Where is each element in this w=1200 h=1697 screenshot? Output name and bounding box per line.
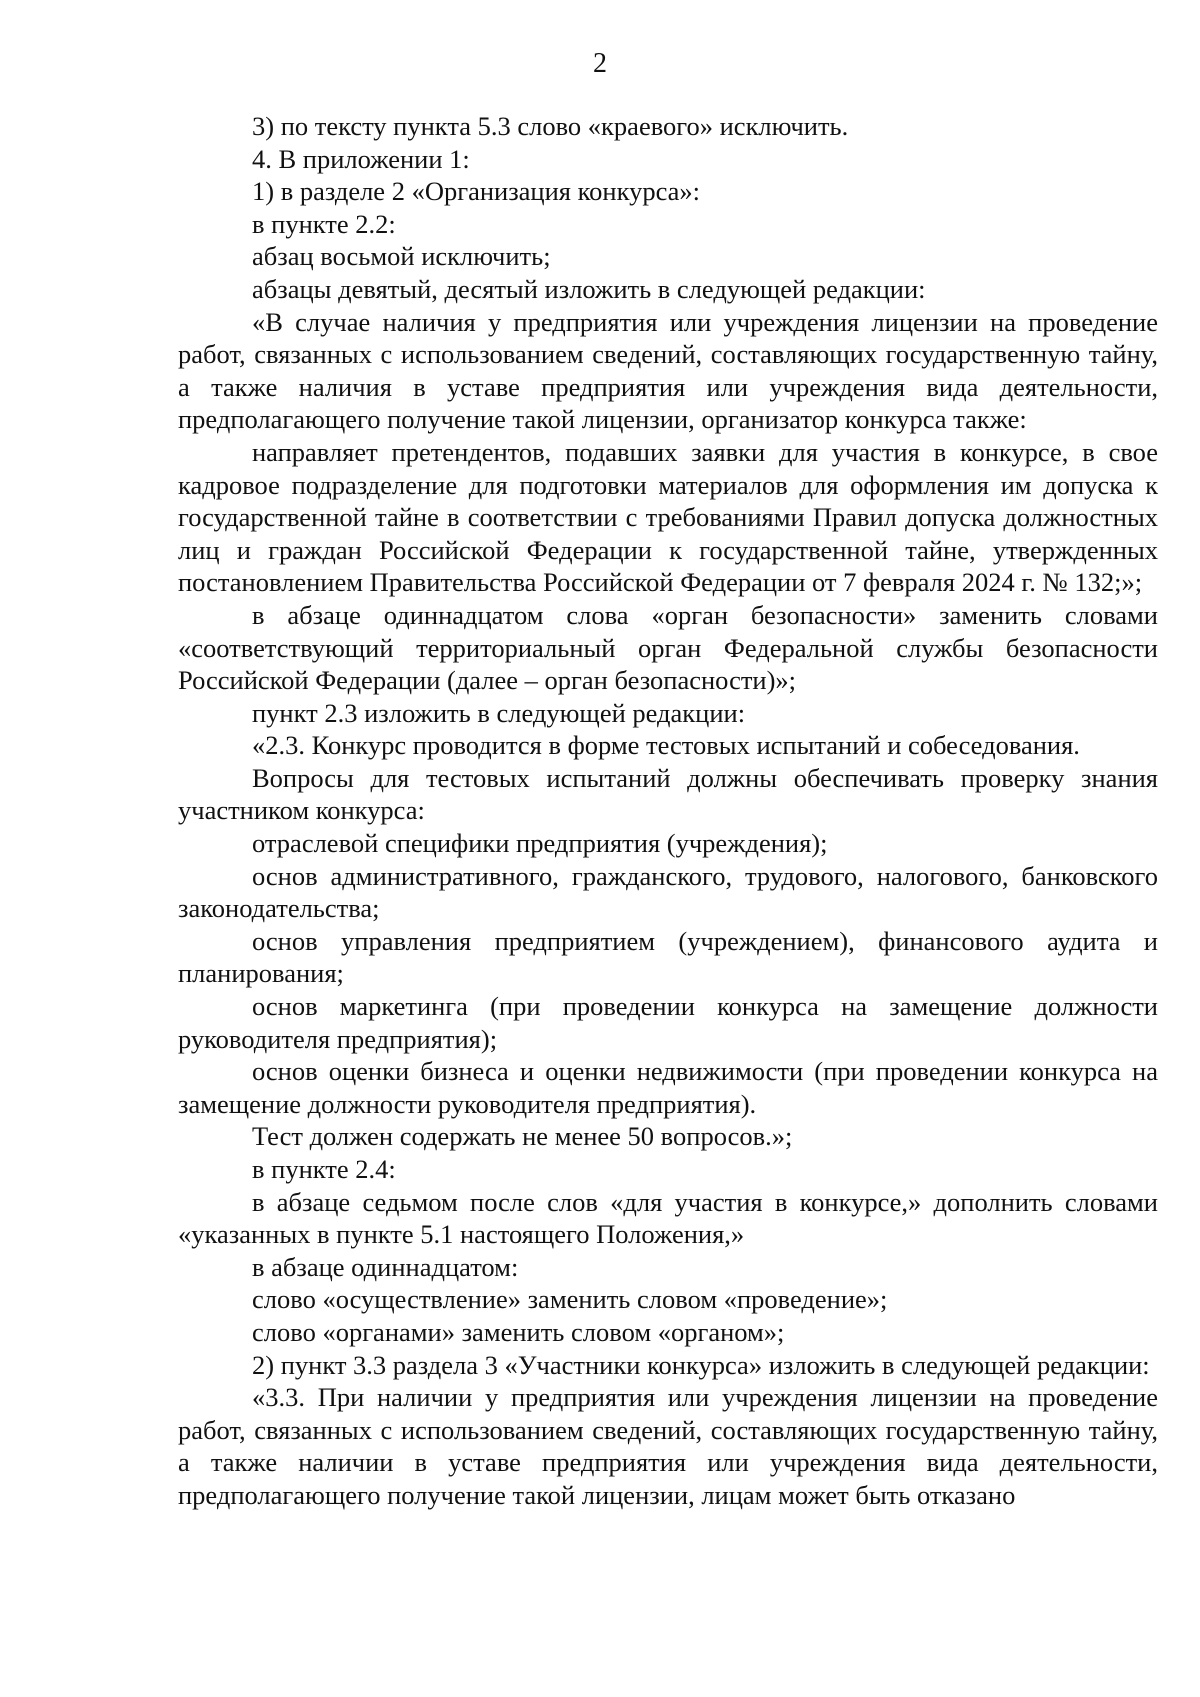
paragraph: в абзаце одиннадцатом слова «орган безопасности» заменить словами «соответствующий территориальный орган Федеральной службы безопасности Российской Федерации (далее – орган безопасности)»; (178, 599, 1158, 696)
document-body (178, 110, 1158, 1512)
paragraph: основ маркетинга (при проведении конкурса на замещение должности руководителя предприятия); (178, 991, 1158, 1054)
paragraph: в абзаце одиннадцатом: (252, 1251, 519, 1282)
paragraph: направляет претендентов, подавших заявки для участия в конкурсе, в свое кадровое подразделение для подготовки материалов для оформления им допуска к государственной тайне в соответствии с требованиями Правил допуска должностных лиц и граждан Российской Федерации к государственной тайне, утвержденных постановлением Правительства Российской Федерации от 7 февраля 2024 г. № 132;»; (178, 436, 1158, 598)
paragraph: «В случае наличия у предприятия или учреждения лицензии на проведение работ, связанных с использованием сведений, составляющих государственную тайну, а также наличия в уставе предприятия или учреждения вида деятельности, предполагающего получение такой лицензии, организатор конкурса также: (178, 306, 1158, 435)
paragraph: основ управления предприятием (учреждением), финансового аудита и планирования; (178, 925, 1158, 989)
paragraph: «3.3. При наличии у предприятия или учреждения лицензии на проведение работ, связанных с использованием сведений, составляющих государственную тайну, а также наличии в уставе предприятия или учреждения вида деятельности, предполагающего получение такой лицензии, лицам может быть отказано (178, 1382, 1158, 1510)
paragraph: «2.3. Конкурс проводится в форме тестовых испытаний и собеседования. (252, 730, 1080, 761)
paragraph: 1) в разделе 2 «Организация конкурса»: (252, 176, 701, 207)
paragraph: слово «осуществление» заменить словом «проведение»; (252, 1284, 888, 1315)
paragraph: пункт 2.3 изложить в следующей редакции: (252, 697, 746, 728)
page-number: 2 (593, 48, 607, 79)
paragraph: в пункте 2.4: (252, 1154, 396, 1184)
paragraph: 4. В приложении 1: (252, 143, 470, 174)
paragraph: 3) по тексту пункта 5.3 слово «краевого» исключить. (252, 111, 849, 141)
paragraph: основ оценки бизнеса и оценки недвижимости (при проведении конкурса на замещение должности руководителя предприятия). (178, 1056, 1158, 1119)
paragraph: 2) пункт 3.3 раздела 3 «Участники конкурса» изложить в следующей редакции: (252, 1349, 1150, 1380)
paragraph: в пункте 2.2: (252, 208, 396, 239)
paragraph: абзацы девятый, десятый изложить в следующей редакции: (252, 273, 926, 304)
paragraph: в абзаце седьмом после слов «для участия в конкурсе,» дополнить словами «указанных в пункте 5.1 настоящего Положения,» (178, 1186, 1158, 1250)
paragraph: основ административного, гражданского, трудового, налогового, банковского законодательства; (178, 860, 1158, 924)
paragraph: Тест должен содержать не менее 50 вопросов.»; (252, 1121, 793, 1152)
paragraph: слово «органами» заменить словом «органом»; (252, 1316, 785, 1347)
paragraph: отраслевой специфики предприятия (учреждения); (252, 828, 828, 859)
paragraph: Вопросы для тестовых испытаний должны обеспечивать проверку знания участником конкурса: (178, 762, 1158, 826)
paragraph: абзац восьмой исключить; (252, 241, 551, 272)
